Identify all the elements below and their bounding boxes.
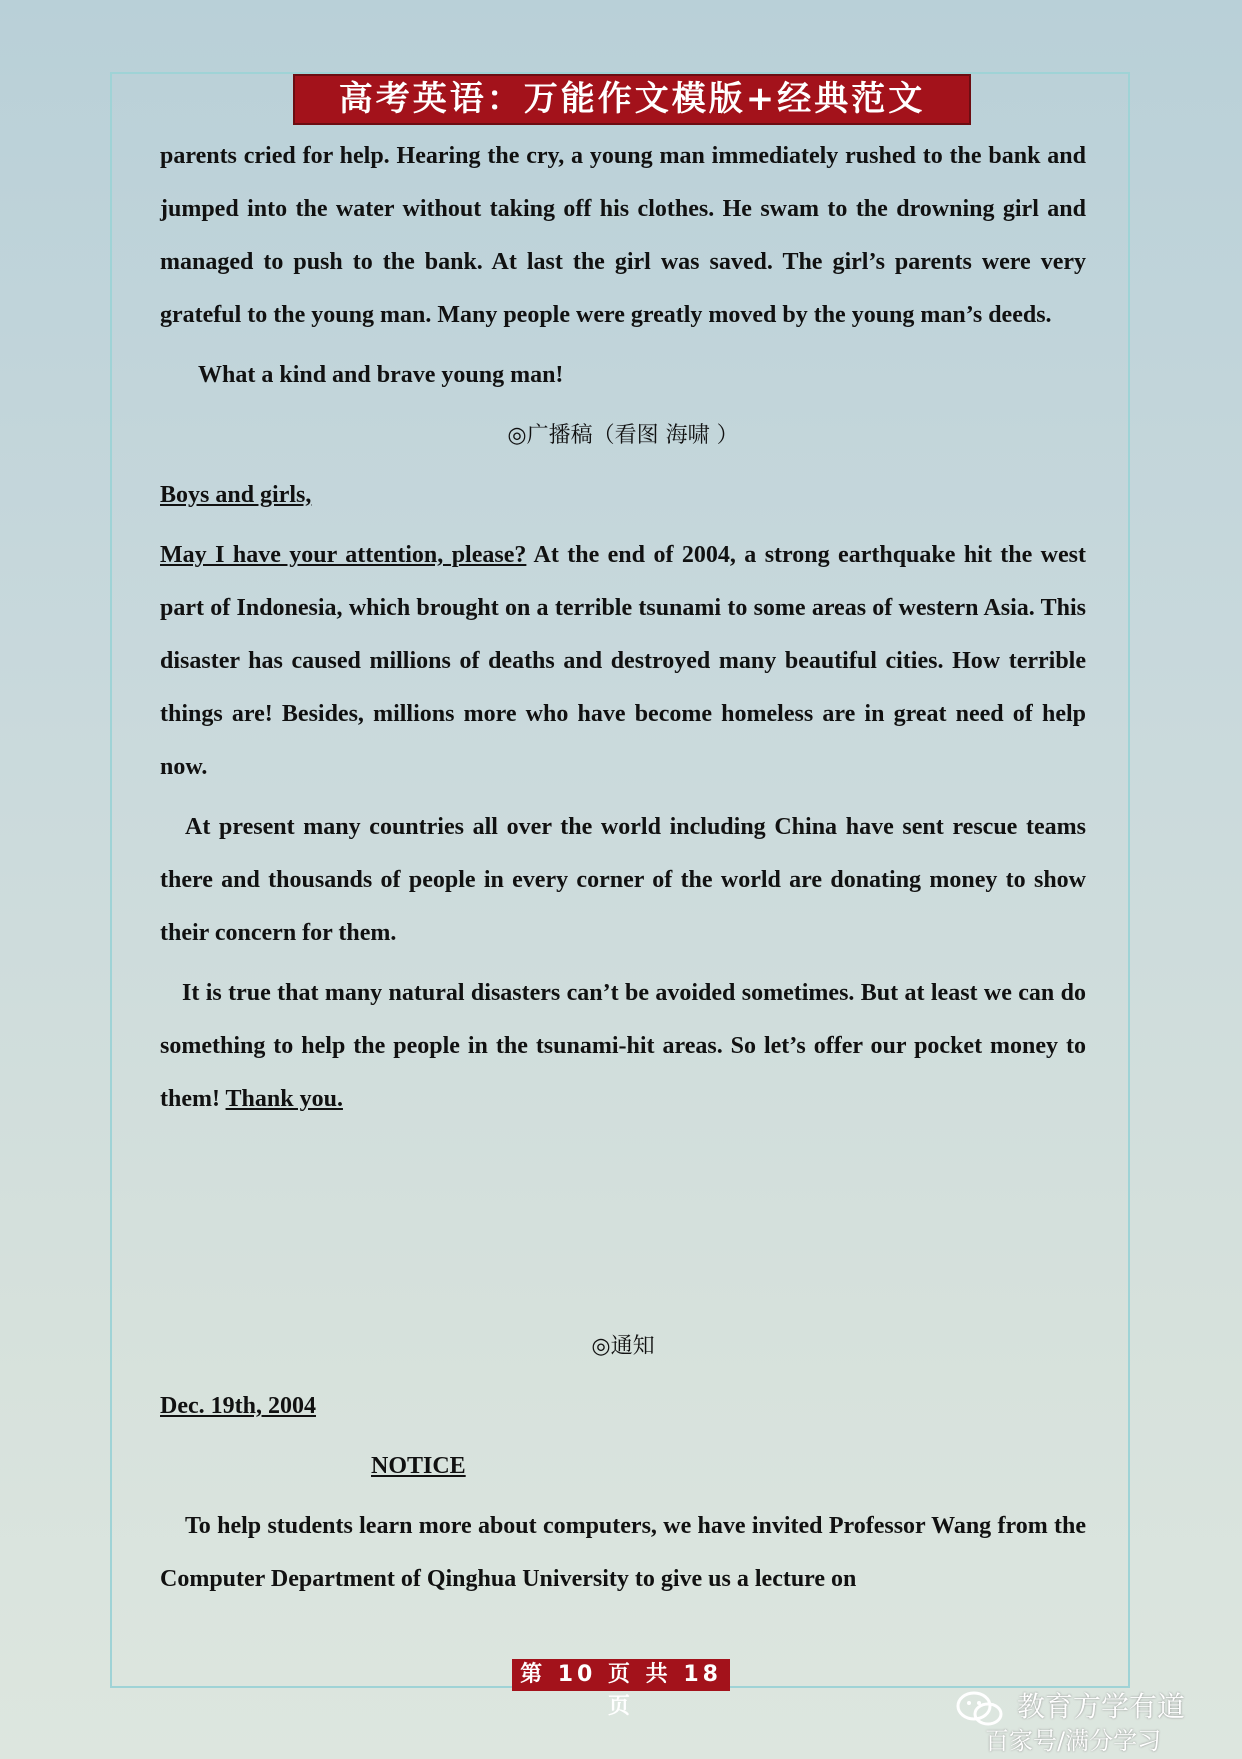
thanks-text: Thank you. bbox=[225, 1086, 343, 1112]
paragraph-1-text: At the end of 2004, a strong earthquake hit the west part of Indonesia, which brought on a terrible tsunami to some areas of western Asia. This disaster has caused millions of deaths and destroyed many beautiful cities. How terrible things are! Besides, millions more who have become homeless are in great need of help now. bbox=[160, 542, 1086, 780]
watermark-account: 教育方学有道 bbox=[1017, 1690, 1186, 1723]
broadcast-paragraph-1 bbox=[160, 529, 1086, 794]
watermark bbox=[955, 1685, 1225, 1755]
notice-title-text: NOTICE bbox=[371, 1453, 466, 1479]
attention-text: May I have your attention, please? bbox=[160, 542, 527, 568]
broadcast-paragraph-2: At present many countries all over the world including China have sent rescue teams there and thousands of people in every corner of the world are donating money to show their concern for them. bbox=[160, 814, 1086, 946]
notice-date bbox=[160, 1380, 1086, 1433]
notice-paragraph-1: To help students learn more about computers, we have invited Professor Wang from the Computer Department of Qinghua University to give us a lecture on bbox=[160, 1513, 1086, 1592]
notice-heading: ◎通知 bbox=[591, 1334, 655, 1359]
story-conclusion: What a kind and brave young man! bbox=[198, 362, 564, 388]
greeting-text: Boys and girls, bbox=[160, 482, 312, 508]
broadcast-heading: ◎广播稿（看图 海啸 ） bbox=[507, 423, 739, 448]
date-text: Dec. 19th, 2004 bbox=[160, 1393, 316, 1419]
paragraph-3-text: It is true that many natural disasters can’t be avoided sometimes. But at least we can do something to help the people in the tsunami-hit areas. So let’s offer our pocket money to them! bbox=[160, 980, 1086, 1112]
document-body bbox=[160, 130, 1086, 1606]
notice-title bbox=[160, 1440, 1086, 1493]
watermark-source: 百家号/满分学习 bbox=[985, 1727, 1162, 1755]
header-banner: 高考英语：万能作文模版+经典范文 bbox=[293, 74, 971, 125]
page-number: 第 10 页 共 18 页 bbox=[512, 1659, 730, 1691]
broadcast-paragraph-3 bbox=[160, 967, 1086, 1126]
broadcast-greeting bbox=[160, 469, 1086, 522]
story-paragraph: parents cried for help. Hearing the cry, a young man immediately rushed to the bank and jumped into the water without taking off his clothes. He swam to the drowning girl and managed to push to the bank. At last the girl was saved. The girl’s parents were very grateful to the young man. Many people were greatly moved by the young man’s deeds. bbox=[160, 143, 1086, 328]
